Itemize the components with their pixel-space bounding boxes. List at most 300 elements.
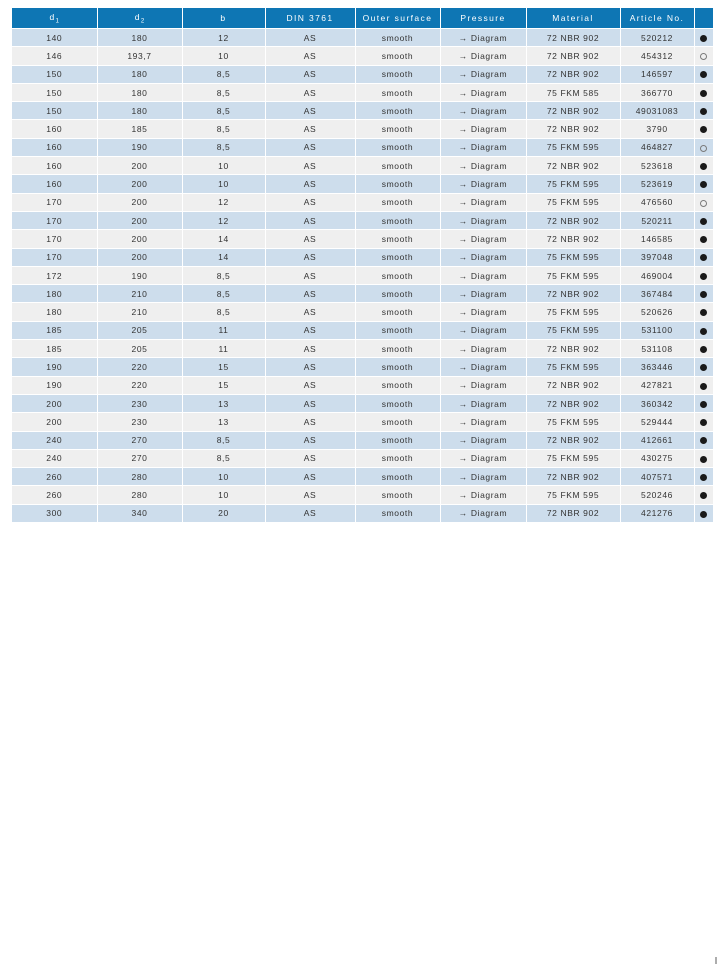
diagram-link[interactable]: → Diagram xyxy=(458,343,508,354)
cell-d2: 230 xyxy=(97,413,182,431)
cell-b: 8,5 xyxy=(182,102,265,120)
cell-d1: 150 xyxy=(12,83,97,101)
table-body xyxy=(12,29,713,523)
diagram-link[interactable]: → Diagram xyxy=(458,398,508,409)
cell-article-no: 421276 xyxy=(620,504,694,522)
cell-pressure xyxy=(440,120,526,138)
cell-pressure xyxy=(440,175,526,193)
cell-d2: 193,7 xyxy=(97,47,182,65)
status-circle-icon xyxy=(700,181,707,188)
cell-d1: 185 xyxy=(12,321,97,339)
cell-status xyxy=(694,376,713,394)
seal-dimensions-table xyxy=(12,8,713,523)
cell-d2: 200 xyxy=(97,230,182,248)
cell-status xyxy=(694,230,713,248)
cell-d2: 230 xyxy=(97,394,182,412)
cell-outer-surface: smooth xyxy=(355,211,440,229)
diagram-link[interactable]: → Diagram xyxy=(458,87,508,98)
cell-d2: 180 xyxy=(97,29,182,47)
cell-article-no: 464827 xyxy=(620,138,694,156)
cell-din-3761: AS xyxy=(265,486,355,504)
cell-pressure xyxy=(440,358,526,376)
diagram-link[interactable]: → Diagram xyxy=(458,124,508,135)
cell-status xyxy=(694,504,713,522)
cell-d2: 210 xyxy=(97,285,182,303)
table-row xyxy=(12,65,713,83)
cell-din-3761: AS xyxy=(265,138,355,156)
cell-din-3761: AS xyxy=(265,47,355,65)
table-row xyxy=(12,340,713,358)
cell-din-3761: AS xyxy=(265,102,355,120)
cell-status xyxy=(694,266,713,284)
cell-material: 72 NBR 902 xyxy=(526,47,620,65)
cell-article-no: 454312 xyxy=(620,47,694,65)
cell-article-no: 430275 xyxy=(620,449,694,467)
cell-din-3761: AS xyxy=(265,248,355,266)
cell-material: 72 NBR 902 xyxy=(526,157,620,175)
diagram-link[interactable]: → Diagram xyxy=(458,215,508,226)
cell-material: 72 NBR 902 xyxy=(526,376,620,394)
cell-din-3761: AS xyxy=(265,193,355,211)
cell-article-no: 146585 xyxy=(620,230,694,248)
cell-status xyxy=(694,120,713,138)
cell-d2: 205 xyxy=(97,340,182,358)
cell-d2: 280 xyxy=(97,486,182,504)
status-circle-icon xyxy=(700,163,707,170)
status-circle-icon xyxy=(700,236,707,243)
cell-status xyxy=(694,102,713,120)
cell-status xyxy=(694,47,713,65)
cell-d2: 180 xyxy=(97,102,182,120)
cell-material: 75 FKM 595 xyxy=(526,138,620,156)
cell-b: 8,5 xyxy=(182,285,265,303)
cell-material: 72 NBR 902 xyxy=(526,29,620,47)
cell-din-3761: AS xyxy=(265,468,355,486)
cell-pressure xyxy=(440,504,526,522)
status-circle-icon xyxy=(700,200,707,207)
cell-article-no: 520211 xyxy=(620,211,694,229)
status-circle-icon xyxy=(700,291,707,298)
cell-pressure xyxy=(440,321,526,339)
status-circle-icon xyxy=(700,437,707,444)
cell-d1: 172 xyxy=(12,266,97,284)
cell-d2: 200 xyxy=(97,211,182,229)
status-circle-icon xyxy=(700,273,707,280)
cell-pressure xyxy=(440,83,526,101)
cell-material: 72 NBR 902 xyxy=(526,394,620,412)
cell-outer-surface: smooth xyxy=(355,413,440,431)
col-header-d2: $d_2$ xyxy=(97,8,182,29)
cell-d2: 270 xyxy=(97,431,182,449)
cell-pressure xyxy=(440,29,526,47)
status-circle-icon xyxy=(700,254,707,261)
cell-article-no: 520212 xyxy=(620,29,694,47)
cell-pressure xyxy=(440,47,526,65)
cell-status xyxy=(694,449,713,467)
cell-d2: 200 xyxy=(97,193,182,211)
cell-article-no: 520626 xyxy=(620,303,694,321)
cell-d1: 150 xyxy=(12,102,97,120)
cell-b: 11 xyxy=(182,340,265,358)
cell-d1: 240 xyxy=(12,449,97,467)
cell-pressure xyxy=(440,431,526,449)
cell-material: 72 NBR 902 xyxy=(526,504,620,522)
page-artifact xyxy=(715,957,717,964)
cell-pressure xyxy=(440,340,526,358)
cell-outer-surface: smooth xyxy=(355,193,440,211)
diagram-link[interactable]: → Diagram xyxy=(458,288,508,299)
cell-d2: 190 xyxy=(97,138,182,156)
cell-material: 75 FKM 595 xyxy=(526,175,620,193)
cell-status xyxy=(694,394,713,412)
table-row xyxy=(12,193,713,211)
cell-outer-surface: smooth xyxy=(355,358,440,376)
cell-b: 12 xyxy=(182,29,265,47)
table-row xyxy=(12,486,713,504)
cell-d1: 260 xyxy=(12,486,97,504)
diagram-link[interactable]: → Diagram xyxy=(458,233,508,244)
cell-pressure xyxy=(440,303,526,321)
cell-din-3761: AS xyxy=(265,340,355,358)
table-row xyxy=(12,431,713,449)
cell-article-no: 360342 xyxy=(620,394,694,412)
cell-d1: 180 xyxy=(12,303,97,321)
diagram-link[interactable]: → Diagram xyxy=(458,490,508,501)
diagram-link[interactable]: → Diagram xyxy=(458,307,508,318)
cell-d2: 340 xyxy=(97,504,182,522)
cell-d1: 150 xyxy=(12,65,97,83)
diagram-link[interactable]: → Diagram xyxy=(458,69,508,80)
cell-din-3761: AS xyxy=(265,230,355,248)
cell-status xyxy=(694,175,713,193)
cell-pressure xyxy=(440,157,526,175)
cell-pressure xyxy=(440,376,526,394)
cell-article-no: 146597 xyxy=(620,65,694,83)
cell-status xyxy=(694,413,713,431)
diagram-link[interactable]: → Diagram xyxy=(458,453,508,464)
cell-d1: 170 xyxy=(12,193,97,211)
diagram-link[interactable]: → Diagram xyxy=(458,325,508,336)
diagram-link[interactable]: → Diagram xyxy=(458,252,508,263)
cell-outer-surface: smooth xyxy=(355,321,440,339)
cell-pressure xyxy=(440,193,526,211)
cell-material: 75 FKM 595 xyxy=(526,303,620,321)
cell-status xyxy=(694,193,713,211)
table-row xyxy=(12,248,713,266)
cell-material: 72 NBR 902 xyxy=(526,102,620,120)
status-circle-icon xyxy=(700,108,707,115)
diagram-link[interactable]: → Diagram xyxy=(458,179,508,190)
table-row xyxy=(12,303,713,321)
cell-pressure xyxy=(440,248,526,266)
cell-din-3761: AS xyxy=(265,303,355,321)
col-header-d1: $d_1$ xyxy=(12,8,97,29)
diagram-link[interactable]: → Diagram xyxy=(458,435,508,446)
status-circle-icon xyxy=(700,346,707,353)
cell-status xyxy=(694,83,713,101)
table-row xyxy=(12,175,713,193)
cell-outer-surface: smooth xyxy=(355,29,440,47)
cell-status xyxy=(694,321,713,339)
cell-d1: 300 xyxy=(12,504,97,522)
diagram-link[interactable]: → Diagram xyxy=(458,361,508,372)
cell-article-no: 49031083 xyxy=(620,102,694,120)
cell-d1: 185 xyxy=(12,340,97,358)
diagram-link[interactable]: → Diagram xyxy=(458,508,508,519)
cell-outer-surface: smooth xyxy=(355,65,440,83)
cell-outer-surface: smooth xyxy=(355,431,440,449)
cell-status xyxy=(694,431,713,449)
status-circle-icon xyxy=(700,90,707,97)
cell-d1: 160 xyxy=(12,175,97,193)
cell-article-no: 412661 xyxy=(620,431,694,449)
diagram-link[interactable]: → Diagram xyxy=(458,32,508,43)
cell-din-3761: AS xyxy=(265,157,355,175)
cell-outer-surface: smooth xyxy=(355,102,440,120)
cell-b: 12 xyxy=(182,193,265,211)
cell-din-3761: AS xyxy=(265,376,355,394)
cell-d1: 160 xyxy=(12,157,97,175)
cell-din-3761: AS xyxy=(265,449,355,467)
cell-article-no: 3790 xyxy=(620,120,694,138)
cell-d2: 185 xyxy=(97,120,182,138)
cell-b: 10 xyxy=(182,486,265,504)
cell-b: 8,5 xyxy=(182,431,265,449)
cell-article-no: 407571 xyxy=(620,468,694,486)
cell-b: 20 xyxy=(182,504,265,522)
cell-b: 13 xyxy=(182,413,265,431)
cell-article-no: 367484 xyxy=(620,285,694,303)
cell-din-3761: AS xyxy=(265,211,355,229)
cell-article-no: 520246 xyxy=(620,486,694,504)
cell-article-no: 397048 xyxy=(620,248,694,266)
cell-outer-surface: smooth xyxy=(355,285,440,303)
status-circle-icon xyxy=(700,401,707,408)
cell-b: 10 xyxy=(182,468,265,486)
cell-status xyxy=(694,29,713,47)
cell-outer-surface: smooth xyxy=(355,468,440,486)
table-row xyxy=(12,211,713,229)
table-row xyxy=(12,266,713,284)
cell-b: 8,5 xyxy=(182,120,265,138)
status-circle-icon xyxy=(700,456,707,463)
status-circle-icon xyxy=(700,364,707,371)
cell-din-3761: AS xyxy=(265,321,355,339)
cell-status xyxy=(694,285,713,303)
cell-outer-surface: smooth xyxy=(355,266,440,284)
cell-pressure xyxy=(440,102,526,120)
cell-outer-surface: smooth xyxy=(355,138,440,156)
status-circle-icon xyxy=(700,419,707,426)
cell-d2: 270 xyxy=(97,449,182,467)
cell-pressure xyxy=(440,211,526,229)
status-circle-icon xyxy=(700,328,707,335)
cell-b: 14 xyxy=(182,248,265,266)
cell-material: 72 NBR 902 xyxy=(526,120,620,138)
cell-d2: 180 xyxy=(97,65,182,83)
cell-d1: 190 xyxy=(12,376,97,394)
diagram-link[interactable]: → Diagram xyxy=(458,160,508,171)
table-row xyxy=(12,413,713,431)
col-header-b: b xyxy=(182,8,265,29)
table-row xyxy=(12,47,713,65)
diagram-link[interactable]: → Diagram xyxy=(458,416,508,427)
cell-d1: 170 xyxy=(12,211,97,229)
table-row xyxy=(12,504,713,522)
col-header-article-no: Article No. xyxy=(620,8,694,29)
diagram-link[interactable]: → Diagram xyxy=(458,471,508,482)
cell-d2: 220 xyxy=(97,358,182,376)
cell-b: 14 xyxy=(182,230,265,248)
cell-article-no: 529444 xyxy=(620,413,694,431)
cell-pressure xyxy=(440,468,526,486)
cell-din-3761: AS xyxy=(265,83,355,101)
cell-b: 15 xyxy=(182,376,265,394)
cell-material: 72 NBR 902 xyxy=(526,431,620,449)
cell-material: 75 FKM 595 xyxy=(526,193,620,211)
cell-d1: 160 xyxy=(12,120,97,138)
cell-b: 8,5 xyxy=(182,138,265,156)
cell-outer-surface: smooth xyxy=(355,120,440,138)
col-header-pressure: Pressure xyxy=(440,8,526,29)
table-row xyxy=(12,394,713,412)
cell-article-no: 469004 xyxy=(620,266,694,284)
cell-status xyxy=(694,211,713,229)
cell-din-3761: AS xyxy=(265,358,355,376)
table-row xyxy=(12,120,713,138)
cell-material: 72 NBR 902 xyxy=(526,468,620,486)
diagram-link[interactable]: → Diagram xyxy=(458,105,508,116)
cell-d2: 190 xyxy=(97,266,182,284)
cell-status xyxy=(694,468,713,486)
cell-material: 72 NBR 902 xyxy=(526,285,620,303)
cell-d2: 220 xyxy=(97,376,182,394)
status-circle-icon xyxy=(700,71,707,78)
cell-b: 15 xyxy=(182,358,265,376)
cell-outer-surface: smooth xyxy=(355,340,440,358)
status-circle-icon xyxy=(700,383,707,390)
cell-d2: 200 xyxy=(97,157,182,175)
cell-material: 72 NBR 902 xyxy=(526,211,620,229)
cell-outer-surface: smooth xyxy=(355,486,440,504)
cell-d1: 170 xyxy=(12,248,97,266)
col-header-status xyxy=(694,8,713,29)
cell-din-3761: AS xyxy=(265,394,355,412)
table-row xyxy=(12,102,713,120)
cell-article-no: 531108 xyxy=(620,340,694,358)
status-circle-icon xyxy=(700,511,707,518)
cell-d1: 160 xyxy=(12,138,97,156)
cell-d1: 180 xyxy=(12,285,97,303)
table-row xyxy=(12,83,713,101)
status-circle-icon xyxy=(700,492,707,499)
cell-d2: 205 xyxy=(97,321,182,339)
cell-article-no: 427821 xyxy=(620,376,694,394)
cell-material: 75 FKM 595 xyxy=(526,413,620,431)
cell-material: 75 FKM 595 xyxy=(526,321,620,339)
cell-b: 8,5 xyxy=(182,449,265,467)
cell-b: 13 xyxy=(182,394,265,412)
status-circle-icon xyxy=(700,145,707,152)
cell-material: 75 FKM 595 xyxy=(526,449,620,467)
table-row xyxy=(12,138,713,156)
cell-b: 8,5 xyxy=(182,65,265,83)
cell-d1: 200 xyxy=(12,394,97,412)
cell-article-no: 531100 xyxy=(620,321,694,339)
cell-outer-surface: smooth xyxy=(355,230,440,248)
status-circle-icon xyxy=(700,218,707,225)
cell-din-3761: AS xyxy=(265,413,355,431)
table-row xyxy=(12,376,713,394)
cell-pressure xyxy=(440,138,526,156)
cell-status xyxy=(694,303,713,321)
table-row xyxy=(12,157,713,175)
cell-b: 10 xyxy=(182,157,265,175)
cell-d2: 200 xyxy=(97,248,182,266)
diagram-link[interactable]: → Diagram xyxy=(458,50,508,61)
status-circle-icon xyxy=(700,126,707,133)
cell-material: 75 FKM 585 xyxy=(526,83,620,101)
cell-pressure xyxy=(440,449,526,467)
diagram-link[interactable]: → Diagram xyxy=(458,270,508,281)
cell-d1: 140 xyxy=(12,29,97,47)
cell-article-no: 366770 xyxy=(620,83,694,101)
table-row xyxy=(12,358,713,376)
cell-article-no: 476560 xyxy=(620,193,694,211)
cell-d2: 210 xyxy=(97,303,182,321)
table-row xyxy=(12,321,713,339)
diagram-link[interactable]: → Diagram xyxy=(458,380,508,391)
cell-outer-surface: smooth xyxy=(355,47,440,65)
cell-d1: 240 xyxy=(12,431,97,449)
cell-material: 72 NBR 902 xyxy=(526,230,620,248)
table-row xyxy=(12,449,713,467)
cell-d2: 180 xyxy=(97,83,182,101)
cell-din-3761: AS xyxy=(265,29,355,47)
cell-pressure xyxy=(440,65,526,83)
cell-din-3761: AS xyxy=(265,504,355,522)
cell-material: 72 NBR 902 xyxy=(526,65,620,83)
cell-status xyxy=(694,486,713,504)
table-row xyxy=(12,468,713,486)
cell-b: 8,5 xyxy=(182,303,265,321)
cell-outer-surface: smooth xyxy=(355,504,440,522)
cell-b: 10 xyxy=(182,175,265,193)
cell-status xyxy=(694,248,713,266)
cell-material: 75 FKM 595 xyxy=(526,358,620,376)
cell-outer-surface: smooth xyxy=(355,303,440,321)
cell-article-no: 523618 xyxy=(620,157,694,175)
cell-article-no: 523619 xyxy=(620,175,694,193)
cell-b: 8,5 xyxy=(182,83,265,101)
cell-pressure xyxy=(440,230,526,248)
status-circle-icon xyxy=(700,474,707,481)
diagram-link[interactable]: → Diagram xyxy=(458,142,508,153)
cell-status xyxy=(694,138,713,156)
cell-outer-surface: smooth xyxy=(355,175,440,193)
cell-pressure xyxy=(440,266,526,284)
cell-outer-surface: smooth xyxy=(355,157,440,175)
diagram-link[interactable]: → Diagram xyxy=(458,197,508,208)
cell-material: 72 NBR 902 xyxy=(526,340,620,358)
cell-din-3761: AS xyxy=(265,431,355,449)
cell-status xyxy=(694,340,713,358)
cell-din-3761: AS xyxy=(265,266,355,284)
cell-pressure xyxy=(440,285,526,303)
table-row xyxy=(12,285,713,303)
table-row xyxy=(12,230,713,248)
cell-pressure xyxy=(440,413,526,431)
